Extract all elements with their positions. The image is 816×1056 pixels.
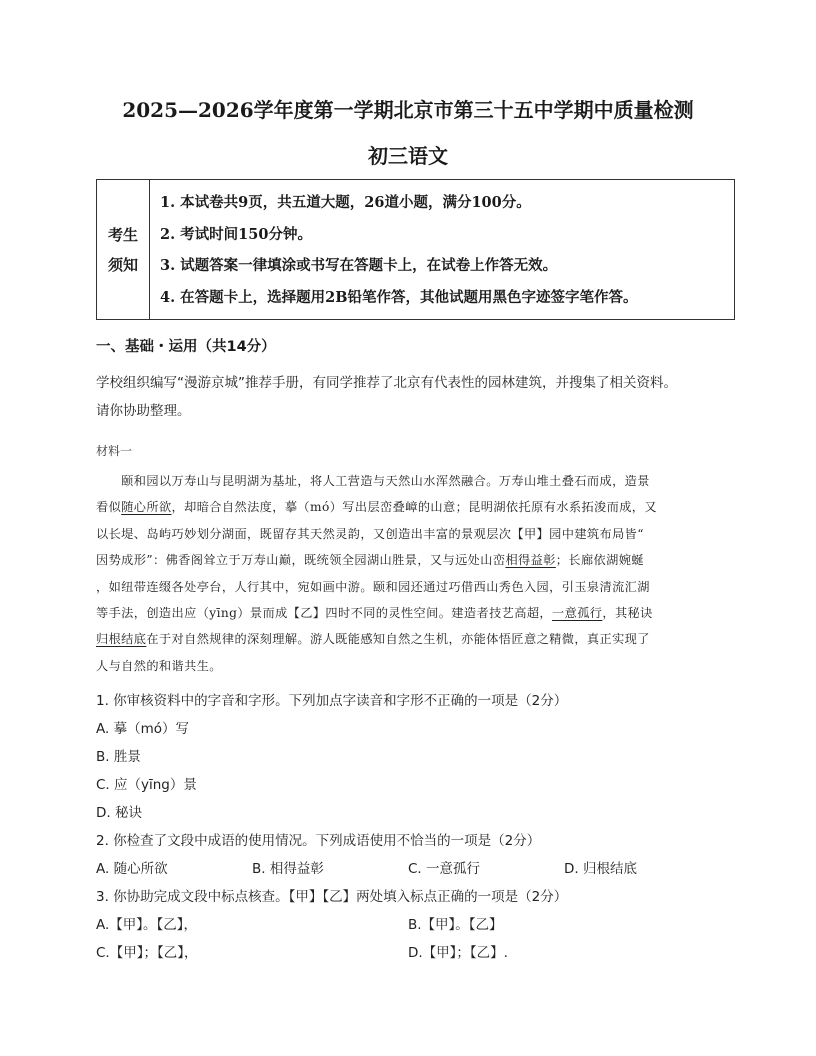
notice-item: 3. 试题答案一律填涂或书写在答题卡上，在试卷上作答无效。	[160, 257, 558, 274]
notice-item: 1. 本试卷共9页，共五道大题，26道小题，满分100分。	[160, 194, 531, 211]
idiom-underlined: 随心所欲	[121, 500, 172, 515]
q3-option-c: C.【甲】；【乙】，	[96, 945, 198, 961]
idiom-underlined: 相得益彰	[505, 553, 556, 568]
notice-label-line2: 须知	[107, 255, 138, 274]
q2-option-d: D. 归根结底	[564, 861, 637, 877]
q2-option-b: B. 相得益彰	[252, 861, 324, 877]
question-1-stem: 1. 你审核资料中的字音和字形。下列加点字读音和字形不正确的一项是（2分）	[96, 693, 568, 709]
notice-label-line1: 考生	[107, 225, 138, 244]
idiom-underlined: 归根结底	[96, 632, 147, 647]
exam-notice-box	[96, 179, 735, 320]
passage-line: 人与自然的和谐共生。	[96, 658, 222, 673]
page-subtitle: 初三语文	[368, 144, 448, 168]
notice-items	[150, 180, 734, 319]
section-intro	[96, 369, 736, 425]
q1-option-a: A. 摹（mó）写	[96, 721, 189, 737]
q1-option-d: D. 秘诀	[96, 805, 142, 821]
question-3-stem: 3. 你协助完成文段中标点核查。【甲】【乙】两处填入标点正确的一项是（2分）	[96, 889, 568, 905]
idiom-underlined: 一意孤行	[552, 606, 603, 621]
notice-label	[97, 180, 150, 319]
notice-item: 2. 考试时间150分钟。	[160, 225, 312, 243]
passage-text: 在于对自然规律的深刻理解。游人既能感知自然之生机，亦能体悟匠意之精微，真正实现了	[146, 632, 650, 647]
q2-option-c: C. 一意孤行	[408, 861, 481, 877]
intro-line: 学校组织编写“漫游京城”推荐手册，有同学推荐了北京有代表性的园林建筑，并搜集了相关资料。	[96, 375, 677, 391]
page-title: 2025—2026学年度第一学期北京市第三十五中学期中质量检测	[122, 98, 694, 122]
intro-line: 请你协助整理。	[96, 403, 191, 419]
passage-line	[96, 494, 722, 520]
passage-line	[96, 626, 722, 652]
notice-item: 4. 在答题卡上，选择题用2B铅笔作答，其他试题用黑色字迹签字笔作答。	[160, 288, 638, 306]
section-heading: 一、基础・运用（共14分）	[96, 339, 276, 355]
material-label: 材料一	[96, 444, 133, 458]
passage-text: ，却暗合自然法度，摹（mó）写出层峦叠嶂的山意；昆明湖依托原有水系拓浚而成，又	[171, 500, 657, 515]
q1-option-b: B. 胜景	[96, 749, 141, 765]
question-2-stem: 2. 你检查了文段中成语的使用情况。下列成语使用不恰当的一项是（2分）	[96, 833, 541, 849]
passage-text: ，其秘诀	[602, 606, 653, 621]
passage-text: 看似	[96, 500, 122, 515]
passage-line	[96, 600, 722, 626]
q3-option-b: B.【甲】。【乙】	[408, 917, 503, 933]
material-passage	[96, 468, 722, 679]
passage-line: ，如纽带连缀各处亭台，人行其中，宛如画中游。颐和园还通过巧借西山秀色入园，引玉泉清流汇湖	[96, 579, 650, 594]
q3-option-d: D.【甲】；【乙】.	[408, 945, 508, 961]
q1-option-c: C. 应（yīng）景	[96, 777, 197, 793]
passage-line: 颐和园以万寿山与昆明湖为基址，将人工营造与天然山水浑然融合。万寿山堆土叠石而成，造景	[96, 474, 650, 488]
q3-option-a: A.【甲】。【乙】，	[96, 917, 198, 933]
passage-line: 以长堤、岛屿巧妙划分湖面，既留存其天然灵韵，又创造出丰富的景观层次【甲】园中建筑布局皆“	[96, 526, 644, 541]
passage-line	[96, 547, 722, 573]
passage-text: ；长廊依湖婉蜒	[555, 553, 644, 568]
q2-option-a: A. 随心所欲	[96, 861, 168, 877]
passage-text: 因势成形”：佛香阁耸立于万寿山巅，既统领全园湖山胜景，又与远处山峦	[96, 553, 506, 568]
passage-text: 等手法，创造出应（yīng）景而成【乙】四时不同的灵性空间。建造者技艺高超，	[96, 606, 553, 621]
